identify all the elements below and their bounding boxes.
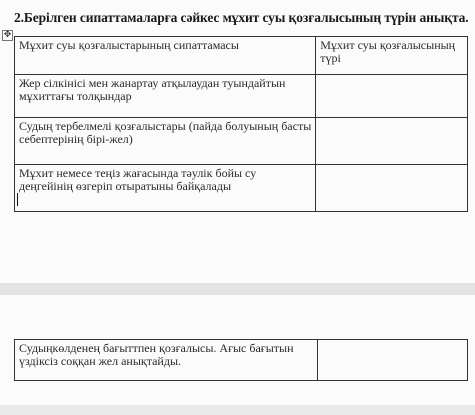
description-cell[interactable]: Судың тербелмелі қозғалыстары (пайда болуының басты себептерінің бірі-жел): [15, 118, 316, 165]
text-cursor: [17, 193, 18, 206]
table-row: [15, 340, 468, 381]
description-text: Мұхит немесе теңіз жағасында тәулік бойы су деңгейінің өзгеріп отыратыны байқалады: [19, 166, 257, 193]
answer-cell[interactable]: [316, 75, 468, 118]
table-row: [15, 165, 468, 212]
table-header-row: [15, 37, 468, 75]
header-type-cell: Мұхит суы қозғалысының түрі: [316, 37, 468, 75]
answer-table: [14, 36, 468, 212]
table-move-handle-icon[interactable]: ✥: [3, 30, 12, 40]
answer-cell[interactable]: [317, 340, 467, 381]
answer-cell[interactable]: [316, 165, 468, 212]
page-separator-bottom: [0, 405, 475, 415]
table-row: [15, 75, 468, 118]
answer-cell[interactable]: [316, 118, 468, 165]
header-description-cell: Мұхит суы қозғалыстарының сипаттамасы: [15, 37, 316, 75]
answer-table-continued: [14, 339, 468, 381]
description-cell[interactable]: Судыңкөлденең бағыттпен қозғалысы. Ағыс бағытын үздіксіз соққан жел анықтайды.: [15, 340, 318, 381]
page-separator: [0, 283, 475, 295]
description-cell-with-cursor[interactable]: [15, 165, 316, 212]
task-heading: 2.Берілген сипаттамаларға сәйкес мұхит суы қозғалысының түрін анықта.: [14, 10, 469, 25]
table-row: [15, 118, 468, 165]
description-cell[interactable]: Жер сілкінісі мен жанартау атқылаудан туындайтын мұхиттағы толқындар: [15, 75, 316, 118]
